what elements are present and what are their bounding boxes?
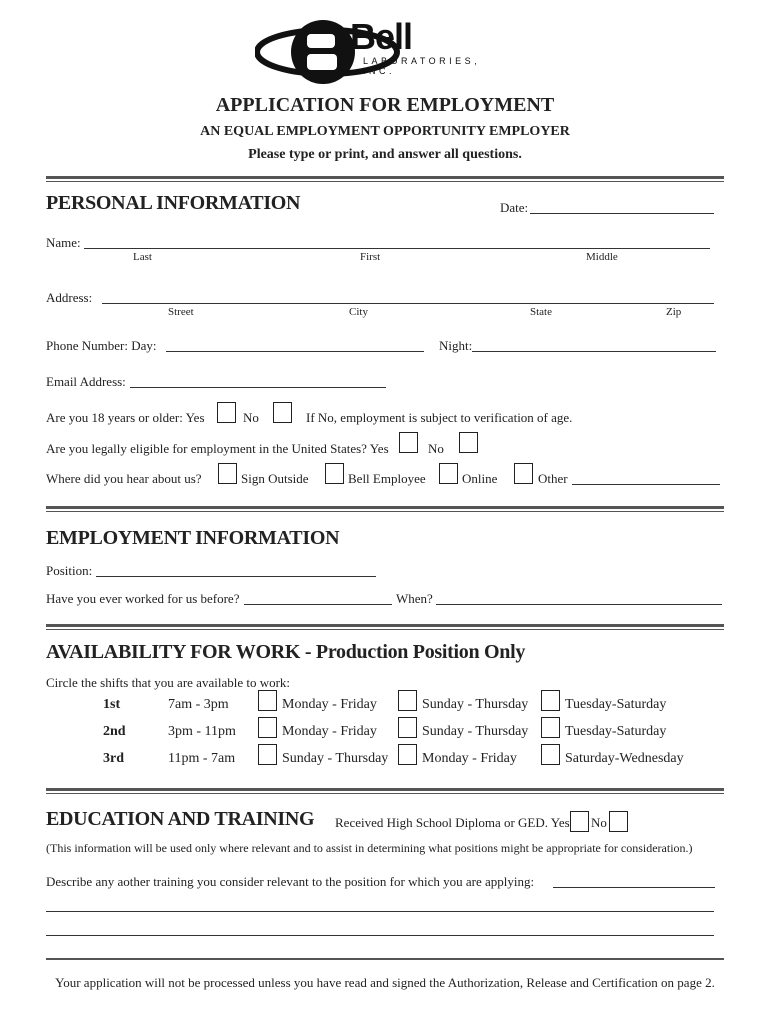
hear-sign-outside-label: Sign Outside [241,471,309,486]
shift-option-label: Saturday-Wednesday [565,751,684,766]
hear-sign-outside-checkbox[interactable] [218,463,237,484]
address-state-caption: State [530,306,552,318]
education-note: (This information will be used only where relevant and to assist in determining what positions might be appropriate for consideration.) [46,841,693,855]
shift-option-label: Sunday - Thursday [282,751,389,766]
logo-wordmark: Bell [350,16,413,57]
shift-label: 1st [103,697,121,712]
address-label: Address: [46,290,93,305]
shift-option-label: Monday - Friday [282,724,377,739]
name-label: Name: [46,235,81,250]
shift-label: 3rd [103,751,124,766]
training-field[interactable] [46,935,714,936]
age-no-checkbox[interactable] [273,402,292,423]
name-first-caption: First [360,251,381,263]
eligible-yes-checkbox[interactable] [399,432,418,453]
eligible-question: Are you legally eligible for employment in the United States? Yes [46,441,389,456]
shift-label: 2nd [103,724,126,739]
training-label: Describe any aother training you consider relevant to the position for which you are applying: [46,874,535,889]
hear-online-label: Online [462,471,498,486]
shift-option-checkbox[interactable] [398,690,417,711]
shift-option-checkbox[interactable] [398,717,417,738]
hear-bell-employee-label: Bell Employee [348,471,426,486]
shift-option-label: Sunday - Thursday [422,697,529,712]
position-field[interactable] [96,576,376,577]
age-note: If No, employment is subject to verification of age. [306,410,573,425]
address-city-caption: City [349,306,368,318]
shift-hours: 7am - 3pm [168,697,229,712]
shift-hours: 3pm - 11pm [168,724,236,739]
phone-day-label: Phone Number: Day: [46,338,157,353]
eligible-no-label: No [428,441,444,456]
shift-option-checkbox[interactable] [258,744,277,765]
section-divider [46,788,724,794]
section-divider [46,958,724,960]
hear-question: Where did you hear about us? [46,471,202,486]
hear-other-checkbox[interactable] [514,463,533,484]
age-question: Are you 18 years or older: Yes [46,410,205,425]
shift-hours: 11pm - 7am [168,751,236,766]
hear-bell-employee-checkbox[interactable] [325,463,344,484]
hear-other-label: Other [538,471,568,486]
phone-night-field[interactable] [472,351,716,352]
diploma-yes-checkbox[interactable] [570,811,589,832]
section-heading-education: EDUCATION AND TRAINING [46,808,315,830]
shift-option-checkbox[interactable] [541,690,560,711]
eligible-no-checkbox[interactable] [459,432,478,453]
diploma-no-label: No [591,815,607,830]
logo-subtitle: LABORATORIES, INC. [363,56,481,76]
hear-other-field[interactable] [572,484,720,485]
hear-online-checkbox[interactable] [439,463,458,484]
training-field[interactable] [553,887,715,888]
page-subtitle: AN EQUAL EMPLOYMENT OPPORTUNITY EMPLOYER [200,124,570,139]
shift-option-checkbox[interactable] [258,717,277,738]
position-label: Position: [46,563,93,578]
shift-option-checkbox[interactable] [258,690,277,711]
footer-notice: Your application will not be processed unless you have read and signed the Authorization, Release and Certification on page 2. [55,975,715,990]
shift-option-checkbox[interactable] [541,744,560,765]
shift-option-checkbox[interactable] [398,744,417,765]
page-title: APPLICATION FOR EMPLOYMENT [215,94,555,116]
address-field[interactable] [102,303,714,304]
address-street-caption: Street [168,306,194,318]
company-logo [255,14,515,92]
name-middle-caption: Middle [586,251,618,263]
training-field[interactable] [46,911,714,912]
section-heading-availability: AVAILABILITY FOR WORK - Production Position Only [46,641,526,663]
address-zip-caption: Zip [666,306,682,318]
when-label: When? [396,591,433,606]
availability-instruction: Circle the shifts that you are available to work: [46,675,291,690]
shift-option-label: Sunday - Thursday [422,724,529,739]
email-label: Email Address: [46,374,126,389]
date-field[interactable] [530,213,714,214]
shift-option-label: Tuesday-Saturday [565,697,667,712]
shift-option-checkbox[interactable] [541,717,560,738]
email-field[interactable] [130,387,386,388]
age-yes-checkbox[interactable] [217,402,236,423]
phone-day-field[interactable] [166,351,424,352]
section-heading-personal: PERSONAL INFORMATION [46,192,301,214]
section-divider [46,624,724,630]
diploma-no-checkbox[interactable] [609,811,628,832]
section-divider [46,506,724,512]
shift-option-label: Tuesday-Saturday [565,724,667,739]
worked-before-field[interactable] [244,604,392,605]
shift-option-label: Monday - Friday [282,697,377,712]
section-divider [46,176,724,182]
date-label: Date: [500,200,529,215]
age-no-label: No [243,410,259,425]
when-field[interactable] [436,604,722,605]
shift-option-label: Monday - Friday [422,751,517,766]
name-field[interactable] [84,248,710,249]
name-last-caption: Last [133,251,152,263]
section-heading-employment: EMPLOYMENT INFORMATION [46,527,340,549]
worked-before-label: Have you ever worked for us before? [46,591,240,606]
diploma-label: Received High School Diploma or GED. Yes [335,815,570,830]
page-instruction: Please type or print, and answer all questions. [248,147,522,162]
phone-night-label: Night: [439,338,473,353]
